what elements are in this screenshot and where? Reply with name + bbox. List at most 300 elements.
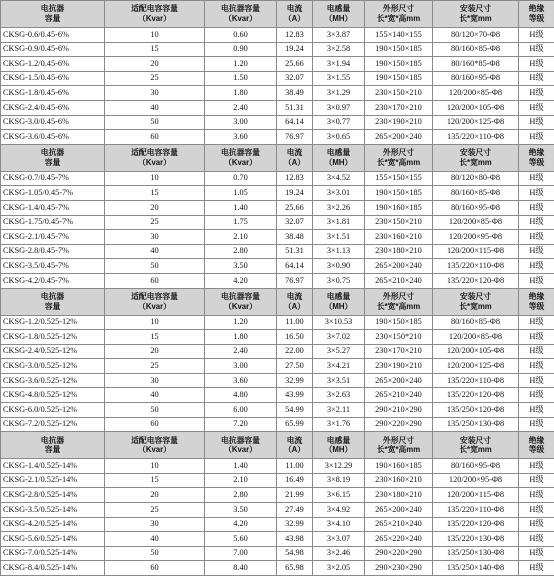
cell-inductance: 3×1.81 xyxy=(313,215,365,230)
table-row xyxy=(1,517,554,532)
cell-capacitor-capacity: 30 xyxy=(105,373,205,388)
cell-reactor-capacity: 2.10 xyxy=(205,473,277,488)
spec-table-body xyxy=(1,1,554,576)
cell-mounting-size: 120/200×115-Φ8 xyxy=(433,488,519,503)
cell-model: CKSG-3.0/0.45-6% xyxy=(1,115,105,130)
cell-insulation-class: H级 xyxy=(519,186,554,201)
header-cell-model xyxy=(1,144,105,171)
cell-model: CKSG-3.5/0.45-7% xyxy=(1,259,105,274)
header-cell-reactor-capacity xyxy=(205,144,277,171)
table-row xyxy=(1,503,554,518)
cell-inductance: 3×0.77 xyxy=(313,115,365,130)
header-cell-line: 电抗器容量 xyxy=(221,4,260,14)
cell-current: 65.99 xyxy=(277,417,313,432)
cell-mounting-size: 80/160*85-Φ8 xyxy=(433,57,519,72)
header-row xyxy=(1,1,554,28)
header-cell-line: 绝缘 xyxy=(528,4,545,14)
cell-outline-size: 230×170×210 xyxy=(365,344,433,359)
cell-inductance: 3×8.19 xyxy=(313,473,365,488)
cell-mounting-size: 135/250×130-Φ8 xyxy=(433,417,519,432)
cell-outline-size: 155×150×155 xyxy=(365,171,433,186)
cell-mounting-size: 135/250×130-Φ8 xyxy=(433,546,519,561)
header-cell-insulation-class xyxy=(519,288,554,315)
cell-capacitor-capacity: 30 xyxy=(105,86,205,101)
cell-insulation-class: H级 xyxy=(519,359,554,374)
header-cell-mounting-size xyxy=(433,432,519,459)
cell-capacitor-capacity: 15 xyxy=(105,42,205,57)
table-row xyxy=(1,473,554,488)
cell-inductance: 3×3.07 xyxy=(313,532,365,547)
cell-insulation-class: H级 xyxy=(519,473,554,488)
header-cell-outline-size xyxy=(365,288,433,315)
cell-current: 21.99 xyxy=(277,488,313,503)
cell-capacitor-capacity: 25 xyxy=(105,359,205,374)
cell-insulation-class: H级 xyxy=(519,100,554,115)
cell-capacitor-capacity: 25 xyxy=(105,215,205,230)
cell-outline-size: 230×170×210 xyxy=(365,100,433,115)
cell-capacitor-capacity: 50 xyxy=(105,259,205,274)
table-row xyxy=(1,315,554,330)
cell-insulation-class: H级 xyxy=(519,517,554,532)
cell-capacitor-capacity: 40 xyxy=(105,388,205,403)
header-cell-line: 绝缘 xyxy=(528,435,545,445)
cell-inductance: 3×4.92 xyxy=(313,503,365,518)
cell-insulation-class: H级 xyxy=(519,57,554,72)
header-cell-line: 等级 xyxy=(528,301,545,311)
cell-capacitor-capacity: 60 xyxy=(105,561,205,576)
cell-reactor-capacity: 1.75 xyxy=(205,215,277,230)
header-cell-model xyxy=(1,432,105,459)
table-row xyxy=(1,532,554,547)
cell-model: CKSG-2.8/0.525-14% xyxy=(1,488,105,503)
cell-model: CKSG-2.4/0.525-12% xyxy=(1,344,105,359)
cell-current: 19.24 xyxy=(277,186,313,201)
cell-model: CKSG-2.4/0.45-6% xyxy=(1,100,105,115)
cell-model: CKSG-5.6/0.525-14% xyxy=(1,532,105,547)
cell-inductance: 3×3.01 xyxy=(313,186,365,201)
cell-insulation-class: H级 xyxy=(519,330,554,345)
cell-outline-size: 190×150×185 xyxy=(365,71,433,86)
header-cell-line: 安装尺寸 xyxy=(459,435,492,445)
table-row xyxy=(1,244,554,259)
cell-reactor-capacity: 6.00 xyxy=(205,403,277,418)
table-row xyxy=(1,86,554,101)
cell-outline-size: 190×150×185 xyxy=(365,315,433,330)
table-row xyxy=(1,273,554,288)
cell-capacitor-capacity: 15 xyxy=(105,473,205,488)
cell-capacitor-capacity: 60 xyxy=(105,417,205,432)
header-cell-line: 长*宽*高mm xyxy=(376,14,421,23)
header-cell-line: 适配电容容量 xyxy=(131,435,178,445)
cell-current: 32.07 xyxy=(277,215,313,230)
cell-current: 19.24 xyxy=(277,42,313,57)
cell-current: 11.00 xyxy=(277,459,313,474)
header-cell-line: 电抗器容量 xyxy=(221,291,260,301)
header-cell-line: 容量 xyxy=(44,157,61,167)
cell-mounting-size: 135/220×110-Φ8 xyxy=(433,373,519,388)
header-cell-line: （Kvar） xyxy=(224,301,257,311)
header-row xyxy=(1,432,554,459)
cell-outline-size: 155×140×155 xyxy=(365,28,433,43)
cell-capacitor-capacity: 40 xyxy=(105,100,205,115)
cell-outline-size: 230×150×210 xyxy=(365,86,433,101)
header-cell-line: 绝缘 xyxy=(528,148,545,158)
header-cell-current xyxy=(277,432,313,459)
header-cell-outline-size xyxy=(365,144,433,171)
header-cell-line: （MH） xyxy=(324,157,353,167)
cell-model: CKSG-3.0/0.525-12% xyxy=(1,359,105,374)
cell-mounting-size: 80/120×70-Φ8 xyxy=(433,28,519,43)
header-cell-line: 适配电容容量 xyxy=(131,4,178,14)
cell-outline-size: 190×160×185 xyxy=(365,459,433,474)
cell-current: 16.49 xyxy=(277,473,313,488)
cell-inductance: 3×2.58 xyxy=(313,42,365,57)
table-row xyxy=(1,42,554,57)
header-cell-line: 电感量 xyxy=(326,4,351,14)
cell-reactor-capacity: 3.00 xyxy=(205,359,277,374)
cell-current: 54.99 xyxy=(277,403,313,418)
cell-outline-size: 265×210×240 xyxy=(365,517,433,532)
cell-reactor-capacity: 0.70 xyxy=(205,171,277,186)
header-cell-line: 电抗器 xyxy=(40,291,65,301)
cell-capacitor-capacity: 15 xyxy=(105,330,205,345)
cell-current: 32.99 xyxy=(277,373,313,388)
cell-insulation-class: H级 xyxy=(519,459,554,474)
cell-model: CKSG-0.6/0.45-6% xyxy=(1,28,105,43)
table-row xyxy=(1,171,554,186)
header-cell-line: 等级 xyxy=(528,14,545,23)
cell-model: CKSG-1.05/0.45-7% xyxy=(1,186,105,201)
cell-insulation-class: H级 xyxy=(519,28,554,43)
header-cell-capacitor-capacity xyxy=(105,1,205,28)
cell-mounting-size: 80/120×80-Φ8 xyxy=(433,171,519,186)
cell-insulation-class: H级 xyxy=(519,373,554,388)
header-cell-line: 等级 xyxy=(528,157,545,167)
cell-current: 76.97 xyxy=(277,130,313,145)
header-cell-outline-size xyxy=(365,1,433,28)
cell-mounting-size: 120/200×95-Φ8 xyxy=(433,230,519,245)
cell-outline-size: 265×220×240 xyxy=(365,532,433,547)
cell-mounting-size: 120/200×85-Φ8 xyxy=(433,215,519,230)
cell-outline-size: 190×150×185 xyxy=(365,42,433,57)
cell-mounting-size: 80/160×95-Φ8 xyxy=(433,71,519,86)
header-cell-line: 绝缘 xyxy=(528,291,545,301)
cell-inductance: 3×1.13 xyxy=(313,244,365,259)
cell-current: 22.00 xyxy=(277,344,313,359)
cell-reactor-capacity: 7.00 xyxy=(205,546,277,561)
table-row xyxy=(1,259,554,274)
cell-mounting-size: 80/160×85-Φ8 xyxy=(433,315,519,330)
cell-mounting-size: 135/220×110-Φ8 xyxy=(433,503,519,518)
cell-insulation-class: H级 xyxy=(519,215,554,230)
cell-mounting-size: 135/250×120-Φ8 xyxy=(433,403,519,418)
cell-mounting-size: 120/200×125-Φ8 xyxy=(433,359,519,374)
cell-insulation-class: H级 xyxy=(519,503,554,518)
cell-reactor-capacity: 2.10 xyxy=(205,230,277,245)
header-cell-capacitor-capacity xyxy=(105,288,205,315)
cell-inductance: 3×1.29 xyxy=(313,86,365,101)
cell-reactor-capacity: 1.50 xyxy=(205,71,277,86)
header-cell-line: （MH） xyxy=(324,301,353,311)
header-cell-line: 电流 xyxy=(286,148,303,158)
header-cell-line: （A） xyxy=(283,445,306,455)
cell-current: 11.00 xyxy=(277,315,313,330)
cell-insulation-class: H级 xyxy=(519,561,554,576)
cell-inductance: 3×1.55 xyxy=(313,71,365,86)
table-row xyxy=(1,373,554,388)
table-row xyxy=(1,71,554,86)
cell-mounting-size: 135/250×140-Φ8 xyxy=(433,561,519,576)
table-row xyxy=(1,57,554,72)
cell-model: CKSG-3.6/0.525-12% xyxy=(1,373,105,388)
cell-insulation-class: H级 xyxy=(519,532,554,547)
cell-model: CKSG-1.4/0.45-7% xyxy=(1,200,105,215)
cell-capacitor-capacity: 60 xyxy=(105,273,205,288)
header-cell-line: 长*宽mm xyxy=(459,14,492,23)
header-cell-insulation-class xyxy=(519,432,554,459)
cell-insulation-class: H级 xyxy=(519,273,554,288)
cell-outline-size: 265×200×240 xyxy=(365,373,433,388)
header-cell-reactor-capacity xyxy=(205,288,277,315)
cell-mounting-size: 135/220×130-Φ8 xyxy=(433,532,519,547)
header-cell-line: （A） xyxy=(283,301,306,311)
cell-inductance: 3×12.29 xyxy=(313,459,365,474)
header-cell-insulation-class xyxy=(519,1,554,28)
cell-outline-size: 265×210×240 xyxy=(365,273,433,288)
cell-insulation-class: H级 xyxy=(519,403,554,418)
table-row xyxy=(1,330,554,345)
cell-reactor-capacity: 0.60 xyxy=(205,28,277,43)
cell-inductance: 3×10.53 xyxy=(313,315,365,330)
header-cell-inductance xyxy=(313,144,365,171)
cell-model: CKSG-7.0/0.525-14% xyxy=(1,546,105,561)
cell-inductance: 3×1.94 xyxy=(313,57,365,72)
cell-reactor-capacity: 3.50 xyxy=(205,259,277,274)
cell-capacitor-capacity: 10 xyxy=(105,171,205,186)
cell-mounting-size: 135/220×120-Φ8 xyxy=(433,517,519,532)
cell-reactor-capacity: 0.90 xyxy=(205,42,277,57)
cell-current: 76.97 xyxy=(277,273,313,288)
cell-model: CKSG-1.5/0.45-6% xyxy=(1,71,105,86)
cell-outline-size: 290×220×290 xyxy=(365,417,433,432)
table-row xyxy=(1,186,554,201)
cell-model: CKSG-8.4/0.525-14% xyxy=(1,561,105,576)
cell-insulation-class: H级 xyxy=(519,171,554,186)
header-cell-mounting-size xyxy=(433,288,519,315)
cell-current: 38.48 xyxy=(277,230,313,245)
cell-model: CKSG-1.8/0.45-6% xyxy=(1,86,105,101)
cell-outline-size: 230×160×210 xyxy=(365,473,433,488)
cell-current: 32.07 xyxy=(277,71,313,86)
cell-model: CKSG-4.2/0.45-7% xyxy=(1,273,105,288)
header-cell-inductance xyxy=(313,432,365,459)
cell-reactor-capacity: 5.60 xyxy=(205,532,277,547)
table-row xyxy=(1,130,554,145)
cell-outline-size: 190×160×185 xyxy=(365,200,433,215)
header-cell-line: （A） xyxy=(283,157,306,167)
cell-capacitor-capacity: 25 xyxy=(105,503,205,518)
table-row xyxy=(1,417,554,432)
header-cell-model xyxy=(1,1,105,28)
table-row xyxy=(1,561,554,576)
header-cell-line: （Kvar） xyxy=(138,301,171,311)
header-cell-inductance xyxy=(313,1,365,28)
cell-model: CKSG-0.9/0.45-6% xyxy=(1,42,105,57)
cell-outline-size: 290×210×290 xyxy=(365,403,433,418)
header-cell-line: （Kvar） xyxy=(138,14,171,23)
header-cell-line: 外形尺寸 xyxy=(382,291,415,301)
header-cell-line: （A） xyxy=(283,14,306,23)
cell-mounting-size: 80/160×95-Φ8 xyxy=(433,459,519,474)
cell-current: 43.98 xyxy=(277,532,313,547)
header-cell-capacitor-capacity xyxy=(105,144,205,171)
cell-outline-size: 265×200×240 xyxy=(365,503,433,518)
cell-reactor-capacity: 2.80 xyxy=(205,244,277,259)
header-cell-line: 电抗器容量 xyxy=(221,435,260,445)
header-cell-line: 电抗器容量 xyxy=(221,148,260,158)
cell-outline-size: 190×150×185 xyxy=(365,186,433,201)
cell-outline-size: 230×190×210 xyxy=(365,359,433,374)
header-cell-line: （MH） xyxy=(324,14,353,23)
header-cell-model xyxy=(1,288,105,315)
cell-insulation-class: H级 xyxy=(519,344,554,359)
header-row xyxy=(1,144,554,171)
cell-reactor-capacity: 2.40 xyxy=(205,344,277,359)
cell-mounting-size: 135/220×120-Φ8 xyxy=(433,273,519,288)
cell-inductance: 3×0.97 xyxy=(313,100,365,115)
table-row xyxy=(1,200,554,215)
cell-model: CKSG-4.2/0.525-14% xyxy=(1,517,105,532)
cell-reactor-capacity: 1.80 xyxy=(205,86,277,101)
cell-outline-size: 230×180×210 xyxy=(365,488,433,503)
cell-reactor-capacity: 3.00 xyxy=(205,115,277,130)
cell-reactor-capacity: 4.80 xyxy=(205,388,277,403)
cell-outline-size: 230×190×210 xyxy=(365,115,433,130)
cell-capacitor-capacity: 50 xyxy=(105,115,205,130)
cell-reactor-capacity: 3.60 xyxy=(205,130,277,145)
cell-capacitor-capacity: 60 xyxy=(105,130,205,145)
header-cell-line: 电流 xyxy=(286,435,303,445)
cell-capacitor-capacity: 30 xyxy=(105,230,205,245)
header-cell-line: （Kvar） xyxy=(138,157,171,167)
cell-reactor-capacity: 2.40 xyxy=(205,100,277,115)
cell-reactor-capacity: 1.20 xyxy=(205,57,277,72)
cell-current: 16.50 xyxy=(277,330,313,345)
header-cell-line: 电抗器 xyxy=(40,435,65,445)
cell-current: 54.98 xyxy=(277,546,313,561)
cell-inductance: 3×3.51 xyxy=(313,373,365,388)
cell-model: CKSG-7.2/0.525-12% xyxy=(1,417,105,432)
header-cell-line: 电抗器 xyxy=(40,148,65,158)
cell-inductance: 3×2.26 xyxy=(313,200,365,215)
header-cell-line: 长*宽mm xyxy=(459,445,492,455)
cell-capacitor-capacity: 20 xyxy=(105,344,205,359)
cell-mounting-size: 80/160×85-Φ8 xyxy=(433,186,519,201)
cell-reactor-capacity: 7.20 xyxy=(205,417,277,432)
header-cell-line: （Kvar） xyxy=(138,445,171,455)
header-cell-line: 容量 xyxy=(44,14,61,23)
cell-model: CKSG-1.75/0.45-7% xyxy=(1,215,105,230)
cell-reactor-capacity: 1.40 xyxy=(205,200,277,215)
cell-reactor-capacity: 3.60 xyxy=(205,373,277,388)
header-cell-line: 安装尺寸 xyxy=(459,148,492,158)
cell-capacitor-capacity: 10 xyxy=(105,459,205,474)
header-cell-line: 安装尺寸 xyxy=(459,291,492,301)
cell-outline-size: 265×210×240 xyxy=(365,388,433,403)
cell-current: 38.49 xyxy=(277,86,313,101)
table-row xyxy=(1,388,554,403)
cell-mounting-size: 135/220×110-Φ8 xyxy=(433,259,519,274)
cell-reactor-capacity: 4.20 xyxy=(205,273,277,288)
cell-model: CKSG-2.8/0.45-7% xyxy=(1,244,105,259)
header-cell-line: 长*宽*高mm xyxy=(376,157,421,167)
cell-capacitor-capacity: 50 xyxy=(105,403,205,418)
header-cell-line: 电感量 xyxy=(326,148,351,158)
header-cell-line: 容量 xyxy=(44,445,61,455)
header-cell-line: 长*宽mm xyxy=(459,301,492,311)
table-row xyxy=(1,403,554,418)
cell-reactor-capacity: 8.40 xyxy=(205,561,277,576)
cell-capacitor-capacity: 40 xyxy=(105,244,205,259)
header-cell-reactor-capacity xyxy=(205,432,277,459)
cell-insulation-class: H级 xyxy=(519,42,554,57)
cell-reactor-capacity: 3.50 xyxy=(205,503,277,518)
cell-inductance: 3×2.46 xyxy=(313,546,365,561)
cell-outline-size: 265×200×240 xyxy=(365,130,433,145)
header-cell-mounting-size xyxy=(433,144,519,171)
cell-inductance: 3×1.51 xyxy=(313,230,365,245)
header-cell-line: （MH） xyxy=(324,445,353,455)
cell-current: 51.31 xyxy=(277,100,313,115)
cell-inductance: 3×3.87 xyxy=(313,28,365,43)
cell-current: 12.83 xyxy=(277,171,313,186)
cell-model: CKSG-1.2/0.45-6% xyxy=(1,57,105,72)
header-cell-current xyxy=(277,1,313,28)
cell-outline-size: 230×160×210 xyxy=(365,230,433,245)
cell-capacitor-capacity: 30 xyxy=(105,517,205,532)
header-cell-line: 适配电容容量 xyxy=(131,148,178,158)
cell-model: CKSG-4.8/0.525-12% xyxy=(1,388,105,403)
cell-current: 43.99 xyxy=(277,388,313,403)
cell-model: CKSG-6.0/0.525-12% xyxy=(1,403,105,418)
cell-outline-size: 290×230×290 xyxy=(365,561,433,576)
cell-model: CKSG-1.8/0.525-12% xyxy=(1,330,105,345)
cell-mounting-size: 120/200×115-Φ8 xyxy=(433,244,519,259)
cell-inductance: 3×7.02 xyxy=(313,330,365,345)
header-cell-line: 长*宽mm xyxy=(459,157,492,167)
cell-mounting-size: 135/220×110-Φ8 xyxy=(433,130,519,145)
cell-capacitor-capacity: 40 xyxy=(105,532,205,547)
cell-inductance: 3×2.63 xyxy=(313,388,365,403)
cell-reactor-capacity: 4.20 xyxy=(205,517,277,532)
header-cell-capacitor-capacity xyxy=(105,432,205,459)
header-cell-line: 安装尺寸 xyxy=(459,4,492,14)
header-cell-line: 外形尺寸 xyxy=(382,4,415,14)
cell-mounting-size: 120/200×105-Φ8 xyxy=(433,100,519,115)
header-cell-line: 等级 xyxy=(528,445,545,455)
cell-reactor-capacity: 1.20 xyxy=(205,315,277,330)
header-cell-insulation-class xyxy=(519,144,554,171)
cell-insulation-class: H级 xyxy=(519,200,554,215)
cell-insulation-class: H级 xyxy=(519,546,554,561)
cell-inductance: 3×4.52 xyxy=(313,171,365,186)
header-cell-mounting-size xyxy=(433,1,519,28)
header-cell-line: 电感量 xyxy=(326,435,351,445)
header-cell-line: （Kvar） xyxy=(224,445,257,455)
header-cell-inductance xyxy=(313,288,365,315)
cell-outline-size: 265×200×240 xyxy=(365,259,433,274)
header-cell-line: 电抗器 xyxy=(40,4,65,14)
